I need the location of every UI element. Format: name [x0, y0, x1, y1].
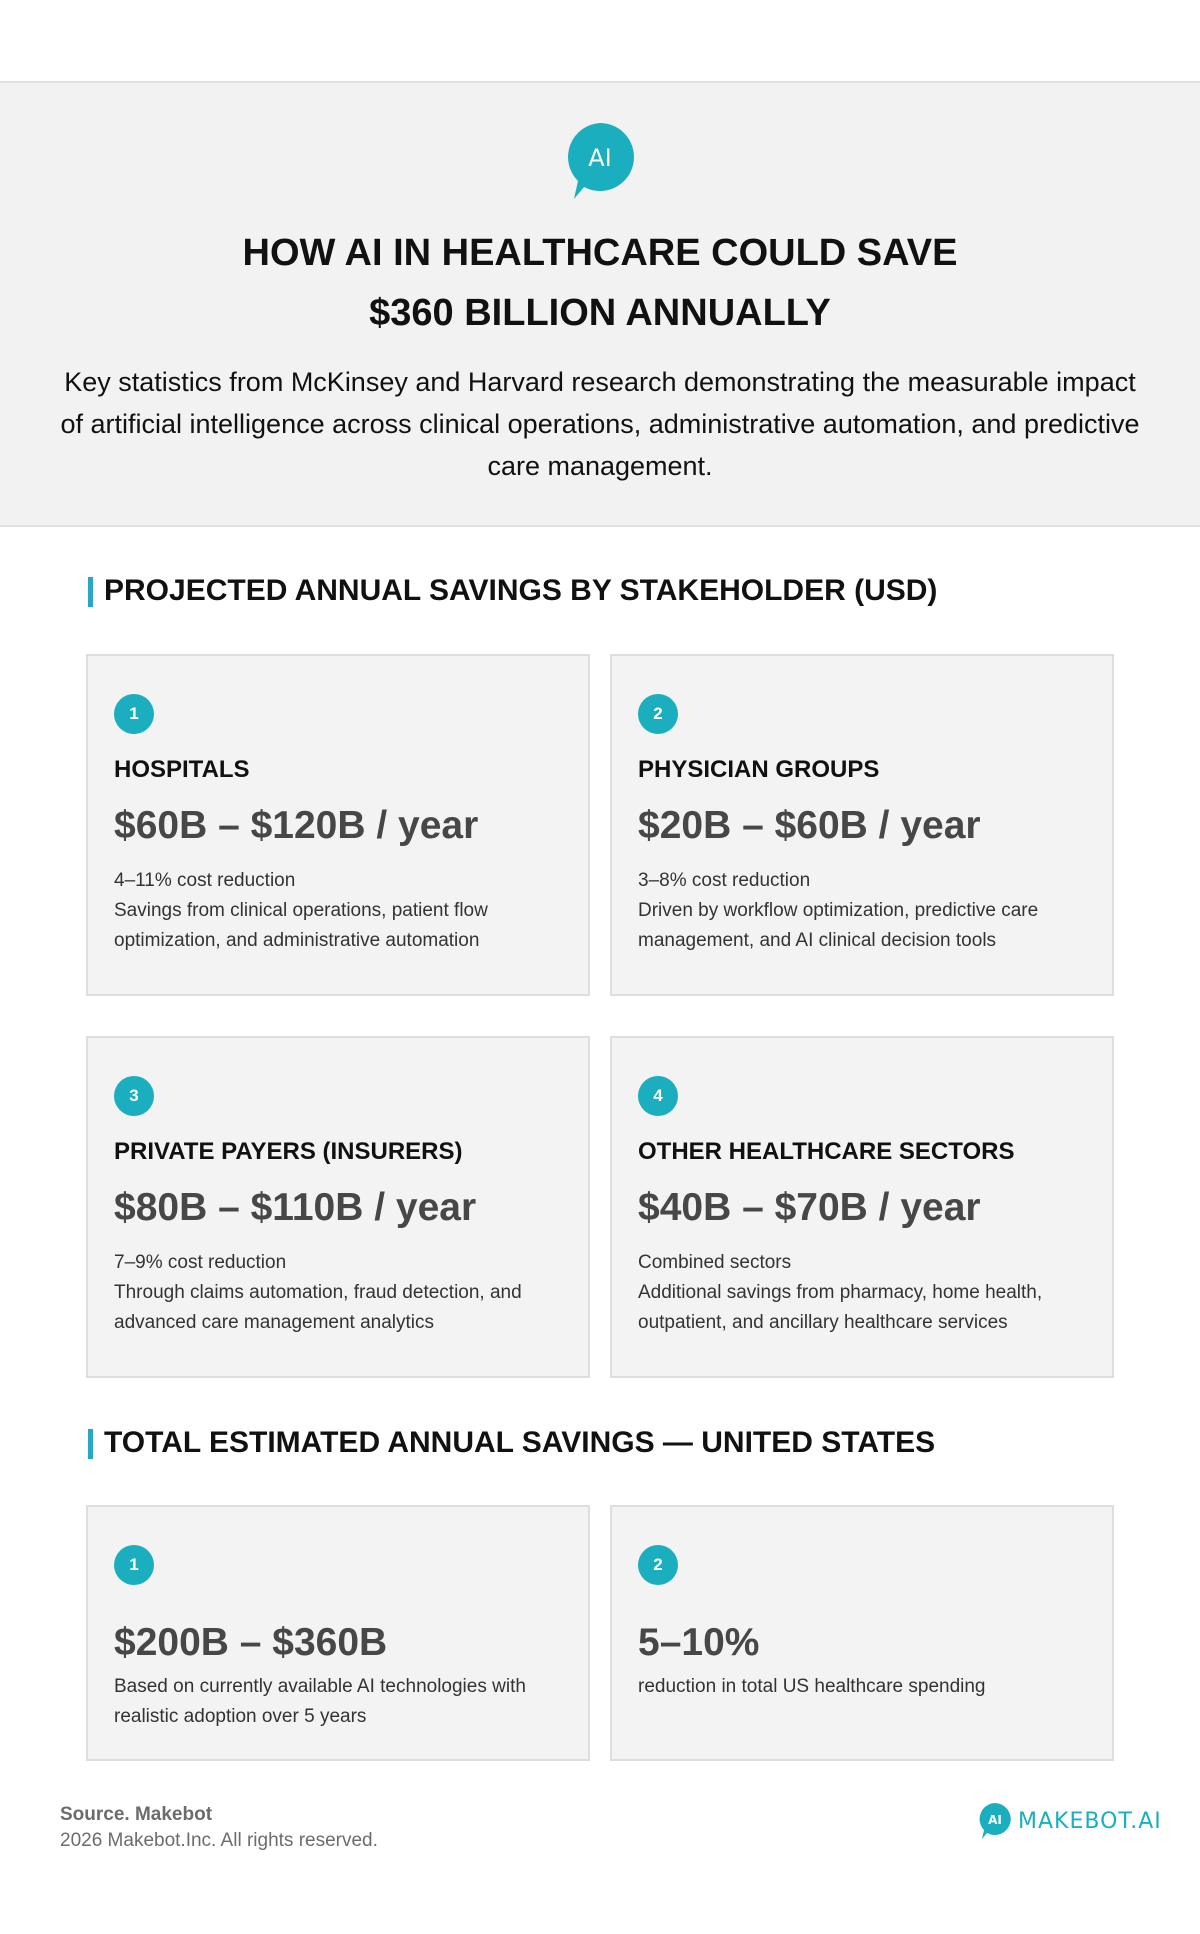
card-heading: OTHER HEALTHCARE SECTORS	[638, 1138, 1015, 1165]
brand-icon-text: AI	[988, 1813, 1002, 1827]
total-description: Based on currently available AI technologies with realistic adoption over 5 years	[114, 1676, 526, 1727]
stakeholder-card-physician-groups	[610, 654, 1114, 996]
card-heading: PRIVATE PAYERS (INSURERS)	[114, 1138, 463, 1165]
card-heading: PHYSICIAN GROUPS	[638, 756, 880, 783]
stakeholder-card-other-sectors	[610, 1036, 1114, 1378]
card-description	[114, 866, 574, 956]
card-description	[114, 1248, 574, 1338]
savings-detail-text: Additional savings from pharmacy, home health, outpatient, and ancillary healthcare services	[638, 1282, 1043, 1333]
reduction-percentage: 5–10%	[638, 1621, 760, 1664]
stakeholder-card-private-payers	[86, 1036, 590, 1378]
card-heading: HOSPITALS	[114, 756, 250, 783]
brand-name: MAKEBOT.AI	[1018, 1808, 1162, 1834]
total-amount: $200B – $360B	[114, 1621, 388, 1664]
number-badge: 4	[638, 1076, 678, 1116]
savings-detail-text: Savings from clinical operations, patient flow optimization, and administrative automation	[114, 900, 488, 951]
brand-logo	[978, 1801, 1162, 1841]
total-savings-card	[86, 1505, 590, 1761]
savings-detail-text: Driven by workflow optimization, predictive care management, and AI clinical decision tools	[638, 900, 1039, 951]
totals-section-title: TOTAL ESTIMATED ANNUAL SAVINGS — UNITED STATES	[88, 1426, 935, 1460]
savings-amount: $20B – $60B / year	[638, 804, 981, 847]
card-description	[638, 866, 1098, 956]
number-badge: 2	[638, 694, 678, 734]
page-title	[100, 223, 1100, 343]
title-line-2: $360 BILLION ANNUALLY	[369, 292, 831, 334]
cost-reduction-text: 7–9% cost reduction	[114, 1252, 287, 1273]
number-badge: 2	[638, 1545, 678, 1585]
number-badge: 3	[114, 1076, 154, 1116]
savings-detail-text: Through claims automation, fraud detection, and advanced care management analytics	[114, 1282, 522, 1333]
copyright-text: 2026 Makebot.Inc. All rights reserved.	[60, 1830, 378, 1851]
number-badge: 1	[114, 694, 154, 734]
number-badge: 1	[114, 1545, 154, 1585]
stakeholder-card-hospitals	[86, 654, 590, 996]
hero-logo-text: AI	[588, 144, 612, 172]
page-subtitle: Key statistics from McKinsey and Harvard research demonstrating the measurable impact of artificial intelligence across clinical operations, administrative automation, and predictive care management.	[60, 367, 1140, 481]
title-line-1: HOW AI IN HEALTHCARE COULD SAVE	[242, 232, 958, 274]
card-description	[638, 1248, 1098, 1338]
reduction-description: reduction in total US healthcare spending	[638, 1676, 986, 1697]
savings-amount: $40B – $70B / year	[638, 1186, 981, 1229]
source-credit: Source. Makebot	[60, 1804, 213, 1825]
cost-reduction-text: 4–11% cost reduction	[114, 870, 296, 891]
hero-section	[0, 81, 1200, 527]
stakeholders-section-title: PROJECTED ANNUAL SAVINGS BY STAKEHOLDER (USD)	[88, 574, 937, 608]
savings-amount: $60B – $120B / year	[114, 804, 479, 847]
ai-chat-bubble-logo	[564, 121, 636, 203]
ai-chat-bubble-icon	[978, 1802, 1012, 1840]
spending-reduction-card	[610, 1505, 1114, 1761]
cost-reduction-text: 3–8% cost reduction	[638, 870, 811, 891]
cost-reduction-text: Combined sectors	[638, 1252, 792, 1273]
savings-amount: $80B – $110B / year	[114, 1186, 477, 1229]
